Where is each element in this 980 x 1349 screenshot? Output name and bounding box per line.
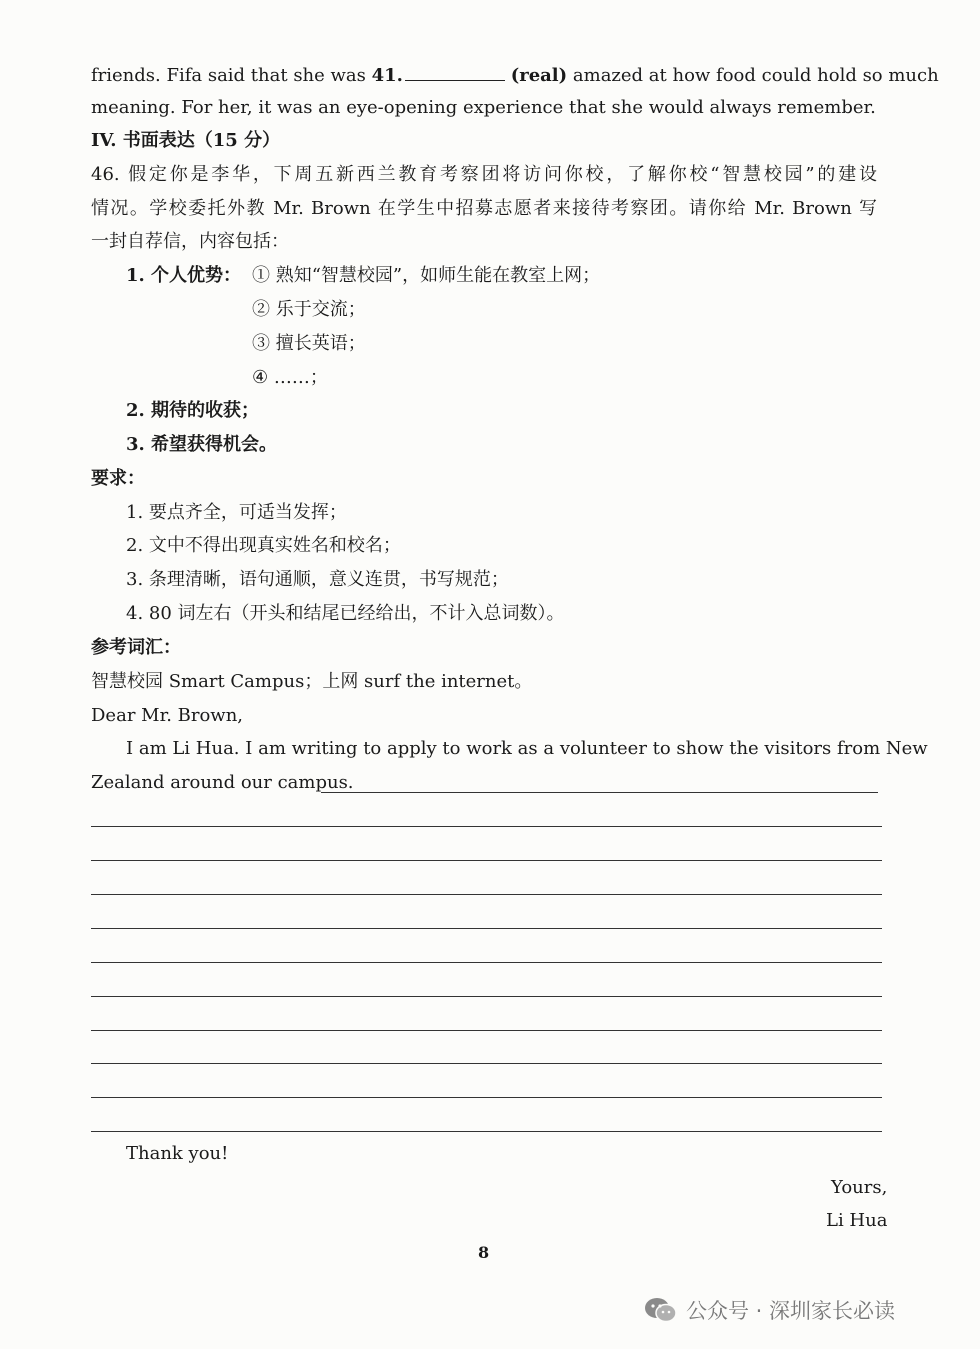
point-1-item: ③ 擅长英语；	[252, 333, 366, 354]
letter-signature: Li Hua	[826, 1210, 888, 1231]
letter-opening-line-2: Zealand around our campus.	[91, 772, 354, 793]
task-line-2: 情况。学校委托外教 Mr. Brown 在学生中招募志愿者来接待考察团。请你给 Mr. Brown 写	[91, 198, 877, 219]
point-3: 3. 希望获得机会。	[126, 434, 278, 455]
passage-text-a: friends. Fifa said that she was	[91, 65, 372, 86]
letter-salutation: Dear Mr. Brown,	[91, 705, 244, 726]
requirement-item: 2. 文中不得出现真实姓名和校名；	[126, 535, 401, 556]
writing-line	[91, 1097, 882, 1098]
word-hint: (real)	[510, 65, 568, 86]
point-1-item: ① 熟知“智慧校园”，如师生能在教室上网；	[252, 265, 601, 286]
point-1-label: 1. 个人优势：	[126, 265, 242, 286]
answer-blank	[405, 62, 505, 81]
watermark	[644, 1292, 895, 1328]
passage-text-b: amazed at how food could hold so much	[567, 65, 939, 86]
writing-line	[91, 1030, 882, 1031]
requirement-item: 3. 条理清晰，语句通顺，意义连贯，书写规范；	[126, 569, 509, 590]
writing-line	[91, 1131, 882, 1132]
writing-line	[91, 894, 882, 895]
letter-closing: Yours,	[831, 1177, 888, 1198]
writing-line	[91, 1063, 882, 1064]
point-1-item: ② 乐于交流；	[252, 299, 366, 320]
section-heading: IV. 书面表达（15 分）	[91, 130, 281, 151]
writing-line	[91, 962, 882, 963]
passage-line-1	[91, 62, 939, 88]
watermark-text: 公众号 · 深圳家长必读	[686, 1299, 896, 1323]
writing-line	[91, 826, 882, 827]
letter-opening-line-1: I am Li Hua. I am writing to apply to work as a volunteer to show the visitors from New	[126, 738, 928, 759]
requirement-item: 1. 要点齐全，可适当发挥；	[126, 502, 347, 523]
requirements-heading: 要求：	[91, 468, 145, 489]
writing-line	[91, 928, 882, 929]
vocab-line: 智慧校园 Smart Campus；上网 surf the internet。	[91, 671, 533, 692]
blank-number: 41.	[371, 65, 403, 86]
writing-line	[91, 860, 882, 861]
point-1-item: ④ ……；	[252, 367, 328, 388]
writing-line	[91, 996, 882, 997]
passage-line-2: meaning. For her, it was an eye-opening experience that she would always remember.	[91, 97, 876, 118]
wechat-icon	[644, 1296, 678, 1324]
vocab-heading: 参考词汇：	[91, 637, 181, 658]
letter-thanks: Thank you!	[126, 1143, 229, 1164]
writing-line	[321, 792, 878, 793]
page-number: 8	[478, 1243, 490, 1262]
requirement-item: 4. 80 词左右（开头和结尾已经给出，不计入总词数）。	[126, 603, 565, 624]
task-line-3: 一封自荐信，内容包括：	[91, 231, 289, 252]
point-2: 2. 期待的收获；	[126, 400, 260, 421]
task-line-1: 46. 假定你是李华，下周五新西兰教育考察团将访问你校，了解你校“智慧校园”的建设	[91, 164, 877, 185]
